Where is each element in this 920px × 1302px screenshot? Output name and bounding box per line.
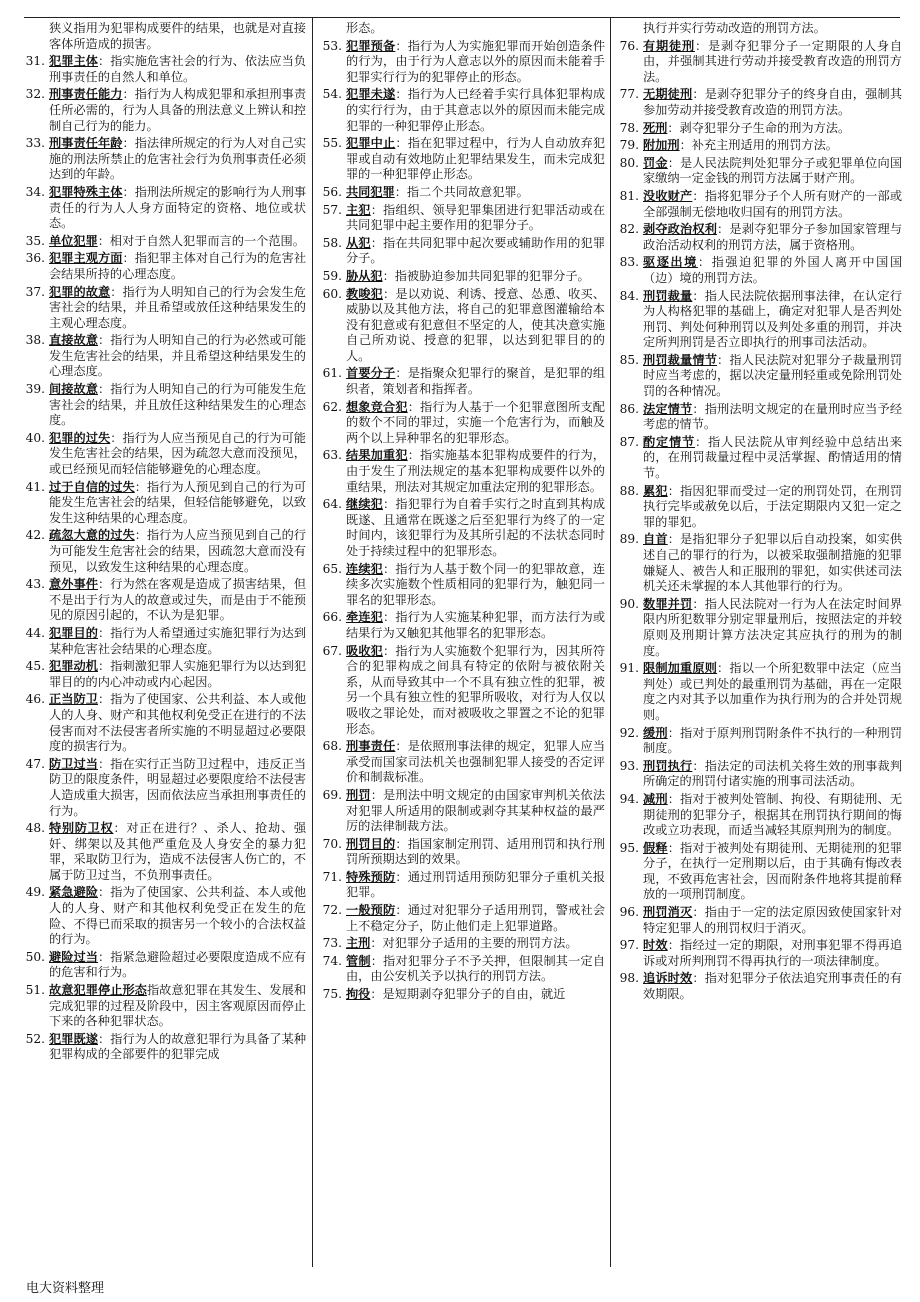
definition-entry xyxy=(24,87,306,134)
entry-number: 93. xyxy=(619,758,639,773)
entry-text: ：是指聚众犯罪行的聚首，是犯罪的组织者，策划者和指挥者。 xyxy=(346,366,606,397)
entry-term: 驱逐出境 xyxy=(643,255,698,270)
entry-text: 形态。 xyxy=(346,21,383,35)
entry-number: 85. xyxy=(619,352,639,367)
entry-number: 38. xyxy=(25,333,45,348)
entry-term: 罚金 xyxy=(643,155,668,170)
entry-term: 牵连犯 xyxy=(346,610,384,625)
entry-text: ：指国家制定刑罚、适用刑罚和执行刑罚所预期达到的效果。 xyxy=(346,836,606,867)
definition-entry xyxy=(321,954,605,985)
entry-number: 31. xyxy=(25,54,45,69)
entry-term: 刑罚消灭 xyxy=(643,905,693,920)
definition-entry xyxy=(24,950,306,981)
entry-number: 36. xyxy=(25,251,45,266)
entry-text: ：指刑法明文规定的在量刑时应当予经考虑的情节。 xyxy=(643,401,903,432)
entry-term: 胁从犯 xyxy=(346,268,383,283)
definition-entry xyxy=(618,726,902,757)
definition-entry xyxy=(321,788,605,835)
column-3 xyxy=(618,21,902,1005)
entry-text: ：指行为人预见到自己的行为可能发生危害社会的结果，但轻信能够避免，以致发生这种结果的心理态度。 xyxy=(49,479,307,525)
entry-term: 酌定情节 xyxy=(643,434,695,449)
entry-number: 80. xyxy=(619,155,639,170)
entry-number: 94. xyxy=(619,791,639,806)
entry-term: 犯罪特殊主体 xyxy=(49,184,123,199)
definition-entry xyxy=(618,661,902,723)
entry-number: 57. xyxy=(322,202,342,217)
entry-term: 刑罚裁量 xyxy=(643,288,693,303)
entry-number: 62. xyxy=(322,399,342,414)
definition-entry xyxy=(24,659,306,690)
definition-entry xyxy=(24,692,306,754)
entry-term: 避险过当 xyxy=(49,949,98,964)
entry-text: ：指经过一定的期限，对刑事犯罪不得再追诉或对所判刑罚不得再执行的一项法律制度。 xyxy=(643,938,903,968)
entry-text: ：是刑法中明文规定的由国家审判机关依法对犯罪人所适用的限制或剥夺其某种权益的最严厉的法律制裁方法。 xyxy=(346,787,606,834)
entry-term: 剥夺政治权利 xyxy=(643,222,718,237)
entry-number: 75. xyxy=(322,987,342,1002)
entry-number: 44. xyxy=(25,625,45,640)
entry-number: 64. xyxy=(322,497,342,512)
entry-number: 66. xyxy=(322,610,342,625)
entry-text: ：指因犯罪而受过一定的刑罚处罚，在刑罚执行完毕或赦免以后，于法定期限内又犯一定之罪的罪犯。 xyxy=(643,483,903,529)
entry-number: 59. xyxy=(322,268,342,283)
entry-term: 特殊预防 xyxy=(346,869,396,884)
entry-term: 结果加重犯 xyxy=(346,448,408,463)
entry-number: 65. xyxy=(322,561,342,576)
entry-number: 63. xyxy=(322,448,342,463)
entry-number: 40. xyxy=(25,430,45,445)
entry-text: ：是以劝说、利诱、授意、怂恿、收买、威胁以及其他方法，将自己的犯罪意图灌输给本没有犯意或有犯意但不坚定的人，使其决意实施自己所劝说、授意的犯罪，以达到犯罪目的的人。 xyxy=(346,286,606,363)
entry-term: 犯罪的故意 xyxy=(49,284,111,299)
definition-entry xyxy=(618,905,902,936)
entry-number: 48. xyxy=(25,821,45,836)
entry-term: 犯罪既遂 xyxy=(49,1031,98,1046)
definition-entry xyxy=(24,480,306,527)
entry-term: 刑事责任年龄 xyxy=(49,136,123,151)
definition-entry xyxy=(321,366,605,397)
entry-term: 犯罪中止 xyxy=(346,136,396,151)
definition-entry xyxy=(618,189,902,220)
entry-number: 77. xyxy=(619,87,639,102)
definition-entry xyxy=(321,562,605,609)
entry-term: 意外事件 xyxy=(49,577,98,592)
entry-text: ：指行为人已经着手实行具体犯罪构成的实行行为，由于其意志以外的原因而未能完成犯罪的一种犯罪停止形态。 xyxy=(346,87,606,133)
entry-text: ：指二个共同故意犯罪。 xyxy=(394,184,529,199)
entry-number: 69. xyxy=(322,787,342,802)
definition-entry xyxy=(618,121,902,137)
column-2 xyxy=(321,21,605,1005)
definition-entry xyxy=(618,289,902,351)
entry-number: 96. xyxy=(619,905,639,920)
entry-text: ：指在共同犯罪中起次要或辅助作用的犯罪分子。 xyxy=(346,235,606,266)
entry-text: ：指实施危害社会的行为、依法应当负刑事责任的自然人和单位。 xyxy=(49,54,307,84)
entry-term: 犯罪动机 xyxy=(49,659,98,674)
definition-entry xyxy=(24,251,306,282)
entry-term: 防卫过当 xyxy=(49,756,98,771)
entry-term: 从犯 xyxy=(346,235,371,250)
entry-text: ：相对于自然人犯罪而言的一个范围。 xyxy=(97,233,305,248)
entry-text: ：指以一个所犯数罪中法定（应当判处）或已判处的最重刑罚为基础，再在一定限度之内对其予以加重作为执行刑为的合并处罚规则。 xyxy=(643,661,903,722)
definition-entry xyxy=(321,497,605,559)
entry-term: 刑事责任 xyxy=(346,739,396,754)
entry-number: 43. xyxy=(25,577,45,592)
definition-entry xyxy=(618,87,902,118)
page-footer: 电大资料整理 xyxy=(26,1281,105,1296)
entry-number: 33. xyxy=(25,136,45,151)
entry-number: 47. xyxy=(25,756,45,771)
entry-term: 时效 xyxy=(643,938,668,953)
definition-entry xyxy=(321,448,605,495)
definition-entry xyxy=(321,136,605,183)
definition-entry xyxy=(321,903,605,934)
entry-term: 没收财产 xyxy=(643,188,693,203)
entry-number: 58. xyxy=(322,235,342,250)
entry-text: ：指法定的司法机关将生效的刑事裁判所确定的刑罚付诸实施的刑事司法活动。 xyxy=(643,758,903,789)
definition-entry xyxy=(321,870,605,901)
entry-number: 92. xyxy=(619,725,639,740)
definition-entry xyxy=(24,382,306,429)
entry-number: 46. xyxy=(25,692,45,707)
definition-entry xyxy=(24,1032,306,1063)
entry-number: 53. xyxy=(322,38,342,53)
entry-term: 想象竞合犯 xyxy=(346,399,408,414)
entry-text: ：补充主刑适用的刑罚方法。 xyxy=(679,138,838,153)
entry-text: ：指强迫犯罪的外国人离开中国国（边）境的刑罚方法。 xyxy=(643,255,903,285)
entry-text: ：指实施基本犯罪构成要件的行为，由于发生了刑法规定的基本犯罪构成要件以外的重结果，刑法对其规定加重法定刑的犯罪形态。 xyxy=(346,448,605,494)
entry-number: 39. xyxy=(25,382,45,397)
entry-term: 犯罪主体 xyxy=(49,54,98,69)
definition-entry xyxy=(618,971,902,1002)
entry-term: 犯罪的过失 xyxy=(49,430,111,445)
definition-entry xyxy=(618,39,902,86)
entry-number: 55. xyxy=(322,136,342,151)
entry-term: 刑罚裁量情节 xyxy=(643,352,718,367)
entry-term: 减刑 xyxy=(643,791,668,806)
entry-term: 特别防卫权 xyxy=(49,821,114,836)
entry-text: ：是依照刑事法律的规定，犯罪人应当承受而国家司法机关也强制犯罪人接受的否定评价和制裁标准。 xyxy=(346,739,606,785)
entry-number: 78. xyxy=(619,120,639,135)
entry-text: ：是剥夺犯罪分子参加国家管理与政治活动权利的刑罚方法，属于资格刑。 xyxy=(643,222,903,252)
entry-text: ：剥夺犯罪分子生命的刑为方法。 xyxy=(667,120,851,135)
entry-term: 限制加重原则 xyxy=(643,661,718,676)
definition-entry xyxy=(24,821,306,883)
entry-term: 自首 xyxy=(643,532,668,547)
entry-number: 76. xyxy=(619,38,639,53)
definition-entry xyxy=(618,597,902,659)
entry-term: 死刑 xyxy=(643,120,668,135)
entry-text: ：指对于被判处管制、拘役、有期徒刑、无期徒刑的犯罪分子，根据其在刑罚执行期间的悔改或立功表现，而适当减轻其原判刑为的制度。 xyxy=(643,791,903,838)
entry-number: 51. xyxy=(25,983,45,998)
entry-text: ：指行为人明知自己的行为必然或可能发生危害社会的结果，并且希望这种结果发生的心理态度。 xyxy=(49,333,307,379)
entry-term: 首要分子 xyxy=(346,366,396,381)
entry-number: 67. xyxy=(322,643,342,658)
entry-number: 91. xyxy=(619,661,639,676)
entry-number: 50. xyxy=(25,949,45,964)
definition-entry xyxy=(24,528,306,575)
definition-entry xyxy=(321,400,605,447)
entry-text: ：指人民法院对犯罪分子裁量刑罚时应当考虑的，据以决定量刑轻重或免除刑罚处罚的各种情况。 xyxy=(643,352,903,399)
entry-text: ：指行为人应当预见到自己的行为可能发生危害社会的结果，因疏忽大意而没有预见，以致发生这种结果的心理态度。 xyxy=(49,528,307,574)
definition-entry xyxy=(618,792,902,839)
entry-text: ：通过对犯罪分子适用刑罚，警戒社会上不稳定分子，防止他们走上犯罪道路。 xyxy=(346,903,606,933)
entry-text: ：是指犯罪分子犯罪以后自动投案，如实供述自己的罪行的行为，以被采取强制措施的犯罪嫌疑人、被告人和正服刑的罪犯，如实供述司法机关还未掌握的本人其他罪行的行为。 xyxy=(643,532,903,594)
definition-entry xyxy=(24,757,306,819)
definition-entry xyxy=(618,138,902,154)
entry-text: ：指紧急避险超过必要限度造成不应有的危害和行为。 xyxy=(49,949,307,980)
definition-entry xyxy=(24,885,306,947)
entry-number: 88. xyxy=(619,483,639,498)
definition-entry xyxy=(321,203,605,234)
entry-text: ：指法律所规定的行为人对自己实施的刑法所禁止的危害社会行为负刑事责任必须达到的年龄。 xyxy=(49,136,307,182)
definition-entry xyxy=(321,739,605,786)
entry-term: 缓刑 xyxy=(643,725,668,740)
entry-text: ：指行为人希望通过实施犯罪行为达到某种危害社会结果的心理态度。 xyxy=(49,625,307,656)
definition-entry xyxy=(321,39,605,86)
entry-term: 管制 xyxy=(346,953,371,968)
entry-number: 87. xyxy=(619,434,639,449)
entry-text: ：指组织、领导犯罪集团进行犯罪活动或在共同犯罪中起主要作用的犯罪分子。 xyxy=(346,202,606,233)
entry-term: 正当防卫 xyxy=(49,692,98,707)
definition-entry xyxy=(321,610,605,641)
definition-entry xyxy=(618,484,902,531)
entry-number: 68. xyxy=(322,739,342,754)
definition-entry xyxy=(24,285,306,332)
definition-entry xyxy=(24,431,306,478)
entry-text: ：是人民法院判处犯罪分子或犯罪单位向国家缴纳一定金钱的刑罚方法属于财产刑。 xyxy=(643,155,903,186)
definition-entry xyxy=(618,532,902,594)
entry-term: 犯罪主观方面 xyxy=(49,251,123,266)
entry-text: 执行并实行劳动改造的刑罚方法。 xyxy=(643,21,826,35)
entry-term: 刑罚目的 xyxy=(346,836,396,851)
entry-text: ：通过刑罚适用预防犯罪分子重机关报犯罪。 xyxy=(346,869,606,900)
entry-text: ：指行为人实施数个犯罪行为，因其所符合的犯罪构成之间具有特定的依附与被依附关系，从而导致其中一个不具有独立性的犯罪，被另一个具有独立性的犯罪所吸收，对行为人仅以吸收之罪论处，而对被吸收之罪置之不论的犯罪形态。 xyxy=(346,643,606,736)
definition-entry xyxy=(321,269,605,285)
entry-number: 98. xyxy=(619,971,639,986)
entry-number: 56. xyxy=(322,184,342,199)
entry-term: 连续犯 xyxy=(346,561,384,576)
definition-entry xyxy=(618,938,902,969)
entry-text: ：指行为人为实施犯罪而开始创造条件的行为，由于行为人意志以外的原因而未能着手犯罪实行行为的犯罪停止的形态。 xyxy=(346,38,606,84)
entry-number: 79. xyxy=(619,138,639,153)
entry-text: ：指犯罪行为自着手实行之时直到其构成既遂、且通常在既遂之后至犯罪行为终了的一定时间内，该犯罪行为及其所引起的不法状态同时处于持续过程中的犯罪形态。 xyxy=(346,497,606,558)
entry-text: ：指人民法院对一行为人在法定时间界限内所犯数罪分别定罪量刑后，按照法定的并较原则及刑期计算方法决定其应执行的刑为的制度。 xyxy=(643,596,903,658)
entry-term: 紧急避险 xyxy=(49,885,98,900)
entry-number: 97. xyxy=(619,938,639,953)
entry-number: 42. xyxy=(25,528,45,543)
entry-text: ：对犯罪分子适用的主要的刑罚方法。 xyxy=(370,936,578,951)
entry-number: 35. xyxy=(25,233,45,248)
entry-text: 狭义指用为犯罪构成要件的结果，也就是对直接客体所造成的损害。 xyxy=(49,21,306,51)
entry-number: 89. xyxy=(619,532,639,547)
entry-text: ：指由于一定的法定原因致使国家针对特定犯罪人的刑罚权归于消灭。 xyxy=(643,905,903,935)
entry-text: ：指对于原判刑罚附条件不执行的一种刑罚制度。 xyxy=(643,725,903,756)
entry-term: 间接故意 xyxy=(49,382,98,397)
entry-text: ：是短期剥夺犯罪分子的自由，就近 xyxy=(370,987,566,1002)
entry-term: 犯罪预备 xyxy=(346,38,396,53)
definition-entry xyxy=(618,255,902,286)
definition-entry xyxy=(321,837,605,868)
entry-text: ：对正在进行？、杀人、抢劫、强奸、绑架以及其他严重危及人身安全的暴力犯罪，采取防卫行为，造成不法侵害人伤亡的，不属于防卫过当，不负刑事责任。 xyxy=(49,821,307,882)
definition-entry xyxy=(24,577,306,624)
entry-number: 90. xyxy=(619,596,639,611)
entry-text: ：指被胁迫参加共同犯罪的犯罪分子。 xyxy=(382,268,590,283)
entry-term: 单位犯罪 xyxy=(49,233,98,248)
entry-term: 拘役 xyxy=(346,987,371,1002)
entry-term: 有期徒刑 xyxy=(643,38,695,53)
entry-number: 60. xyxy=(322,286,342,301)
entry-number: 84. xyxy=(619,288,639,303)
entry-term: 法定情节 xyxy=(643,401,693,416)
definition-entry xyxy=(618,841,902,903)
entry-term: 无期徒刑 xyxy=(643,87,693,102)
entry-text: ：指行为人明知自己的行为会发生危害社会的结果，并且希望或放任这种结果发生的主观心理态度。 xyxy=(49,284,306,330)
definition-entry xyxy=(321,236,605,267)
entry-number: 41. xyxy=(25,479,45,494)
entry-term: 过于自信的过失 xyxy=(49,479,135,494)
entry-number: 95. xyxy=(619,840,639,855)
definition-continuation xyxy=(321,21,605,37)
entry-number: 74. xyxy=(322,953,342,968)
entry-number: 86. xyxy=(619,401,639,416)
entry-text: ：指为了使国家、公共利益、本人或他人的人身、财产和其他权利免受正在发生的危险、不得已而采取的损害另一个较小的合法权益的行为。 xyxy=(49,885,307,947)
entry-number: 45. xyxy=(25,659,45,674)
definition-entry xyxy=(24,333,306,380)
column-divider xyxy=(312,17,313,1267)
column-divider xyxy=(610,17,611,1267)
entry-number: 52. xyxy=(25,1031,45,1046)
entry-term: 直接故意 xyxy=(49,333,98,348)
entry-number: 61. xyxy=(322,366,342,381)
entry-text: ：指行为人明知自己的行为可能发生危害社会的结果，并且放任这种结果发生的心理态度。 xyxy=(49,382,307,428)
entry-term: 共同犯罪 xyxy=(346,184,395,199)
entry-text: ：指人民法院从审判经验中总结出来的，在刑罚裁量过程中灵活掌握、酌情适用的情节。 xyxy=(643,434,903,481)
column-1 xyxy=(24,21,306,1065)
entry-text: ：指行为人基于一个犯罪意图所支配的数个不同的罪过，实施一个危害行为，而触及两个以上异种罪名的犯罪形态。 xyxy=(346,399,605,445)
definition-entry xyxy=(618,435,902,482)
top-rule xyxy=(24,17,900,18)
definition-entry xyxy=(24,626,306,657)
entry-term: 刑事责任能力 xyxy=(49,87,123,102)
entry-text: ：指在犯罪过程中，行为人自动放弃犯罪或自动有效地防止犯罪结果发生，而未完成犯罪的一种犯罪停止形态。 xyxy=(346,136,606,182)
entry-text: ：指犯罪主体对自己行为的危害社会结果所持的心理态度。 xyxy=(49,251,307,281)
entry-text: ：指行为人基于数个同一的犯罪故意，连续多次实施数个性质相同的犯罪行为，触犯同一罪名的犯罪形态。 xyxy=(346,561,606,607)
entry-text: 指故意犯罪在其发生、发展和完成犯罪的过程及阶段中，因主客观原因而停止下来的各种犯罪状态。 xyxy=(49,983,307,1029)
entry-text: ：指人民法院依据刑事法律，在认定行为人构格犯罪的基础上，确定对犯罪人是否判处刑罚、判处何种刑罚以及判处多重的刑罚，并决定所判刑罚是否立即执行的刑事司法活动。 xyxy=(643,288,903,350)
entry-text: ：指行为人应当预见自己的行为可能发生危害社会的结果，因为疏忽大意而没预见，或已经预见而轻信能够避免的心理态度。 xyxy=(49,430,306,477)
definition-continuation xyxy=(24,21,306,52)
definition-entry xyxy=(24,983,306,1030)
entry-term: 假释 xyxy=(643,840,668,855)
entry-term: 刑罚执行 xyxy=(643,758,693,773)
entry-text: ：是剥夺犯罪分子一定期限的人身自由，并强制其进行劳动并接受教育改造的刑罚方法。 xyxy=(643,38,903,84)
entry-number: 37. xyxy=(25,284,45,299)
entry-number: 73. xyxy=(322,936,342,951)
entry-term: 继续犯 xyxy=(346,497,384,512)
entry-term: 主犯 xyxy=(346,202,371,217)
entry-term: 一般预防 xyxy=(346,903,396,918)
entry-number: 81. xyxy=(619,188,639,203)
entry-text: ：指对于被判处有期徒刑、无期徒刑的犯罪分子，在执行一定刑期以后，由于其确有悔改表现，不致再危害社会，因而附条件地将其提前释放的一项刑罚制度。 xyxy=(643,840,903,902)
entry-text: ：指刺激犯罪人实施犯罪行为以达到犯罪目的的内心冲动或内心起因。 xyxy=(49,659,307,689)
entry-term: 犯罪目的 xyxy=(49,625,98,640)
entry-term: 数罪并罚 xyxy=(643,596,693,611)
entry-number: 72. xyxy=(322,903,342,918)
definition-entry xyxy=(321,87,605,134)
entry-term: 附加刑 xyxy=(643,138,680,153)
definition-entry xyxy=(321,936,605,952)
entry-term: 疏忽大意的过失 xyxy=(49,528,135,543)
definition-entry xyxy=(321,287,605,365)
entry-term: 追诉时效 xyxy=(643,971,693,986)
entry-number: 32. xyxy=(25,87,45,102)
entry-text: ：指为了使国家、公共利益、本人或他人的人身、财产和其他权利免受正在进行的不法侵害而对不法侵害者所实施的不明显超过必要限度的损害行为。 xyxy=(49,692,307,754)
definition-entry xyxy=(618,759,902,790)
entry-text: ：指行为人构成犯罪和承担刑事责任所必需的，行为人具备的刑法意义上辨认和控制自己行为的能力。 xyxy=(49,87,307,133)
definition-entry xyxy=(24,54,306,85)
definition-entry xyxy=(321,644,605,738)
entry-term: 主刑 xyxy=(346,936,371,951)
definition-continuation xyxy=(618,21,902,37)
entry-number: 54. xyxy=(322,87,342,102)
entry-text: ：指行为人实施某种犯罪，而方法行为或结果行为又触犯其他罪名的犯罪形态。 xyxy=(346,610,606,640)
definition-entry xyxy=(24,136,306,183)
entry-text: ：指刑法所规定的影响行为人刑事责任的行为人人身方面特定的资格、地位或状态。 xyxy=(49,184,307,231)
entry-text: ：指将犯罪分子个人所有财产的一部或全部强制无偿地收归国有的刑罚方法。 xyxy=(643,188,903,219)
entry-number: 49. xyxy=(25,885,45,900)
definition-entry xyxy=(321,987,605,1003)
definition-entry xyxy=(618,353,902,400)
entry-text: ：行为然在客观是造成了损害结果，但不是出于行为人的故意或过失，而是由于不能预见的原因引起的，不认为是犯罪。 xyxy=(49,577,307,623)
entry-number: 34. xyxy=(25,184,45,199)
definition-entry xyxy=(618,156,902,187)
entry-text: ：指在实行正当防卫过程中，违反正当防卫的限度条件，明显超过必要限度给不法侵害人造成重大损害，因而依法应当承担刑事责任的行为。 xyxy=(49,756,307,818)
entry-number: 82. xyxy=(619,222,639,237)
definition-entry xyxy=(24,234,306,250)
entry-term: 犯罪未遂 xyxy=(346,87,396,102)
entry-text: ：是剥夺犯罪分子的终身自由，强制其参加劳动并接受教育改造的刑罚方法。 xyxy=(643,87,903,117)
entry-text: ：指对犯罪分子不予关押，但限制其一定自由，由公安机关予以执行的刑罚方法。 xyxy=(346,953,606,984)
entry-number: 70. xyxy=(322,836,342,851)
entry-text: ：指对犯罪分子依法追究刑事责任的有效期限。 xyxy=(643,971,903,1002)
entry-term: 教唆犯 xyxy=(346,286,384,301)
entry-term: 刑罚 xyxy=(346,787,371,802)
entry-term: 累犯 xyxy=(643,483,668,498)
entry-text: ：指行为人的故意犯罪行为具备了某种犯罪构成的全部要件的犯罪完成 xyxy=(49,1031,307,1062)
entry-term: 吸收犯 xyxy=(346,643,384,658)
entry-number: 71. xyxy=(322,869,342,884)
entry-number: 83. xyxy=(619,255,639,270)
entry-term: 故意犯罪停止形态 xyxy=(49,983,147,998)
definition-entry xyxy=(618,402,902,433)
definition-entry xyxy=(618,222,902,253)
definition-entry xyxy=(321,185,605,201)
definition-entry xyxy=(24,185,306,232)
